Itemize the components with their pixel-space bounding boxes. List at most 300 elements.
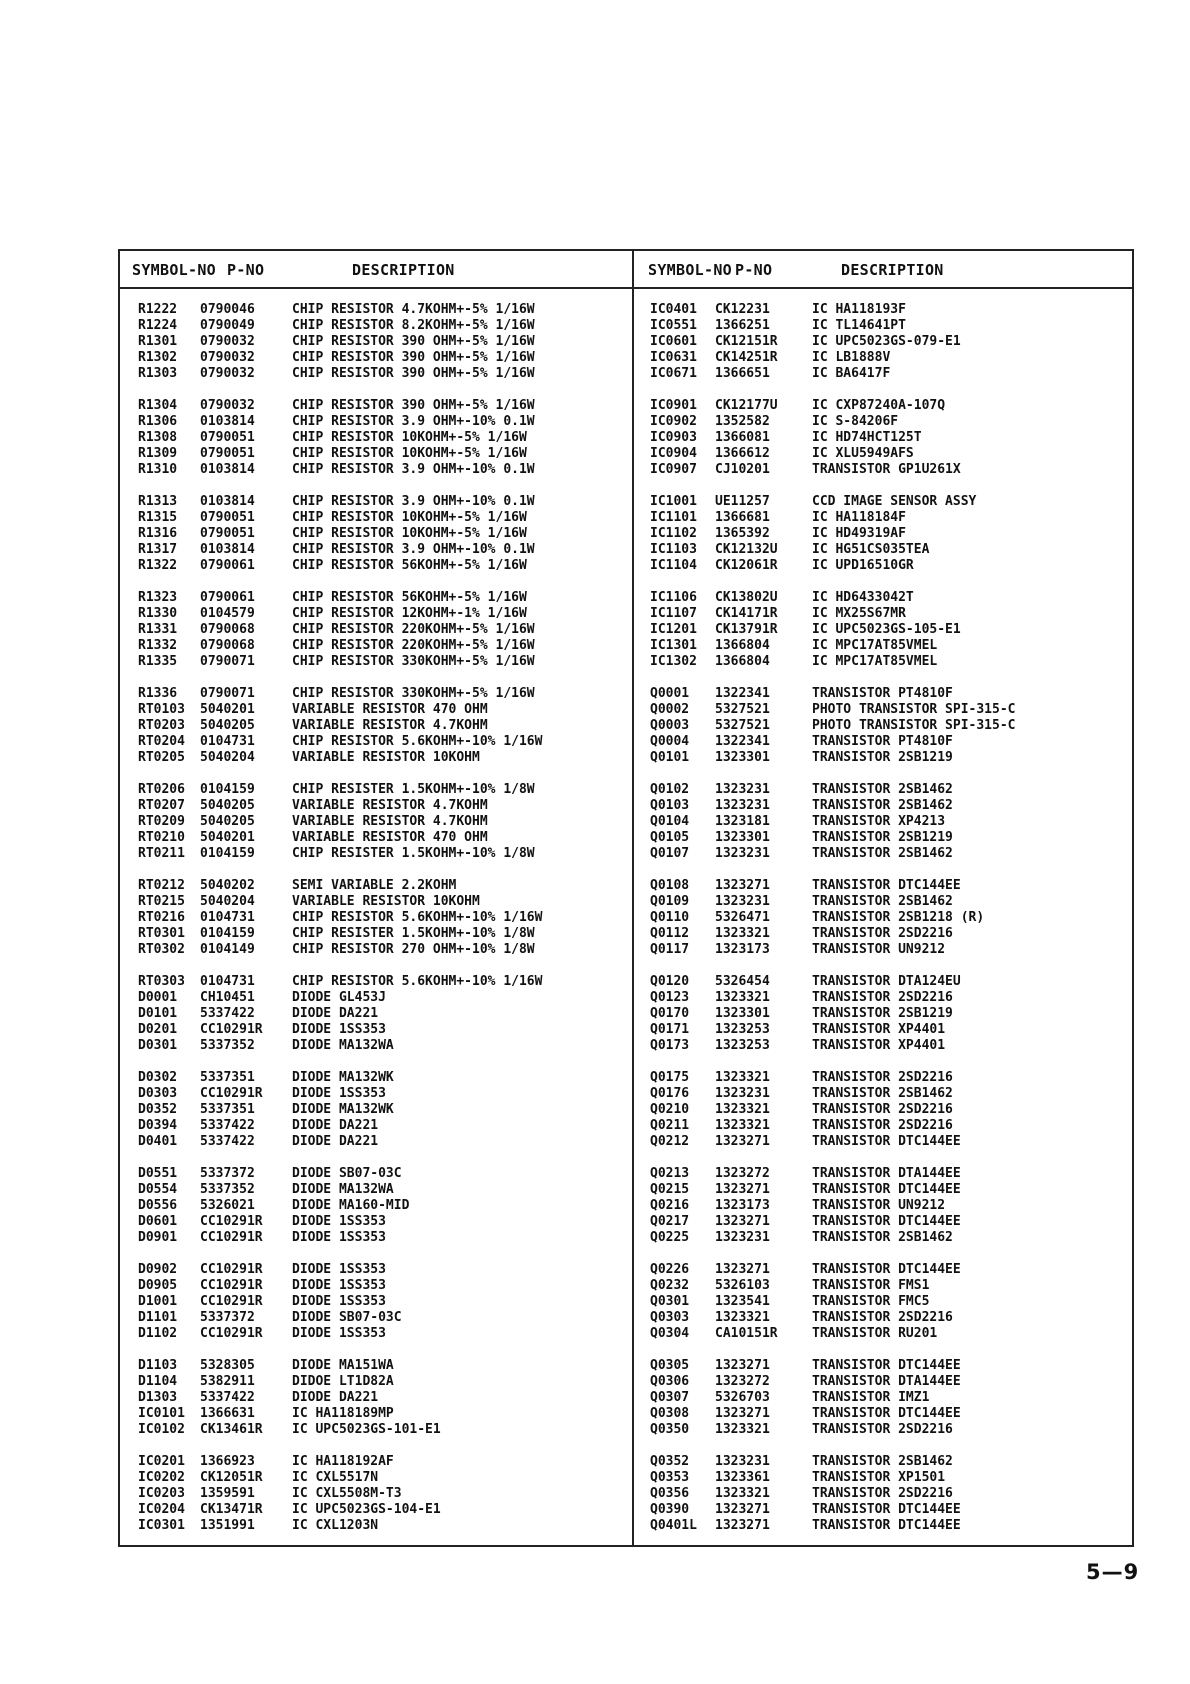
part-no-cell: 1323253	[715, 1038, 770, 1053]
table-row	[634, 734, 1134, 750]
table-row	[634, 718, 1134, 734]
table-row	[120, 526, 632, 542]
symbol-no-cell: Q0108	[650, 878, 690, 893]
part-no-cell: 0790051	[200, 526, 255, 541]
table-row	[120, 846, 632, 862]
symbol-no-cell: RT0203	[138, 718, 185, 733]
part-no-cell: CC10291R	[200, 1022, 263, 1037]
symbol-no-cell: D0394	[138, 1118, 178, 1133]
table-row	[120, 1294, 632, 1310]
table-row	[120, 734, 632, 750]
description-cell: CCD IMAGE SENSOR ASSY	[812, 494, 977, 509]
part-no-cell: 1323301	[715, 1006, 770, 1021]
part-no-cell: 5337422	[200, 1118, 255, 1133]
symbol-no-cell: R1330	[138, 606, 178, 621]
description-cell: TRANSISTOR 2SB1462	[812, 1230, 953, 1245]
part-no-cell: 5337372	[200, 1166, 255, 1181]
table-row	[634, 1166, 1134, 1182]
part-no-cell: 1323321	[715, 1118, 770, 1133]
part-no-cell: 0103814	[200, 494, 255, 509]
symbol-no-cell: Q0226	[650, 1262, 690, 1277]
table-row	[634, 990, 1134, 1006]
description-cell: CHIP RESISTOR 390 OHM+-5% 1/16W	[292, 366, 535, 381]
part-no-cell: 1323231	[715, 782, 770, 797]
part-no-cell: 1323253	[715, 1022, 770, 1037]
part-no-cell: 1323231	[715, 1454, 770, 1469]
table-row	[120, 1134, 632, 1150]
description-cell: DIODE SB07-03C	[292, 1166, 402, 1181]
table-row	[120, 926, 632, 942]
table-row	[120, 302, 632, 318]
table-row	[634, 1038, 1134, 1054]
description-cell: DIODE GL453J	[292, 990, 386, 1005]
parts-group	[120, 494, 632, 574]
description-cell: IC HA118184F	[812, 510, 906, 525]
symbol-no-cell: Q0105	[650, 830, 690, 845]
table-row	[120, 430, 632, 446]
parts-group	[634, 1358, 1134, 1438]
symbol-no-cell: R1315	[138, 510, 178, 525]
description-cell: TRANSISTOR FMS1	[812, 1278, 930, 1293]
symbol-no-cell: Q0303	[650, 1310, 690, 1325]
symbol-no-cell: R1303	[138, 366, 178, 381]
part-no-cell: CK14171R	[715, 606, 778, 621]
part-no-cell: 0104159	[200, 926, 255, 941]
part-no-cell: 1366651	[715, 366, 770, 381]
description-cell: DIODE 1SS353	[292, 1294, 386, 1309]
description-cell: IC CXP87240A-107Q	[812, 398, 946, 413]
symbol-no-cell: IC1001	[650, 494, 697, 509]
part-no-cell: 0104579	[200, 606, 255, 621]
part-no-cell: 0790071	[200, 654, 255, 669]
description-cell: DIODE DA221	[292, 1134, 379, 1149]
table-row	[120, 1214, 632, 1230]
part-no-cell: 1323321	[715, 1310, 770, 1325]
part-no-cell: 1323173	[715, 942, 770, 957]
symbol-no-cell: D0401	[138, 1134, 178, 1149]
part-no-cell: CC10291R	[200, 1086, 263, 1101]
description-cell: DIODE MA132WA	[292, 1182, 394, 1197]
description-cell: CHIP RESISTER 1.5KOHM+-10% 1/8W	[292, 846, 535, 861]
table-row	[634, 942, 1134, 958]
part-no-cell: 1323321	[715, 926, 770, 941]
symbol-no-cell: Q0308	[650, 1406, 690, 1421]
part-no-cell: 1323271	[715, 878, 770, 893]
table-row	[120, 494, 632, 510]
description-cell: CHIP RESISTOR 3.9 OHM+-10% 0.1W	[292, 462, 535, 477]
part-no-cell: CK13802U	[715, 590, 778, 605]
part-no-cell: CK12051R	[200, 1470, 263, 1485]
description-cell: TRANSISTOR DTC144EE	[812, 1182, 961, 1197]
part-no-cell: CC10291R	[200, 1214, 263, 1229]
part-no-cell: 0104731	[200, 910, 255, 925]
symbol-no-cell: IC1302	[650, 654, 697, 669]
symbol-no-cell: RT0204	[138, 734, 185, 749]
table-row	[634, 1198, 1134, 1214]
table-row	[634, 1278, 1134, 1294]
part-no-cell: 5040204	[200, 894, 255, 909]
part-no-cell: 5337372	[200, 1310, 255, 1325]
part-no-cell: 0790068	[200, 622, 255, 637]
part-no-cell: CK12231	[715, 302, 770, 317]
right-parts-list	[634, 289, 1134, 1534]
description-cell: IC HA118189MP	[292, 1406, 394, 1421]
part-no-cell: 0790049	[200, 318, 255, 333]
part-no-cell: 0103814	[200, 414, 255, 429]
symbol-no-cell: Q0215	[650, 1182, 690, 1197]
symbol-no-cell: IC1102	[650, 526, 697, 541]
symbol-no-cell: IC0401	[650, 302, 697, 317]
symbol-no-cell: D0303	[138, 1086, 178, 1101]
table-row	[634, 1118, 1134, 1134]
table-row	[120, 974, 632, 990]
part-no-cell: CK12061R	[715, 558, 778, 573]
table-row	[120, 1486, 632, 1502]
table-row	[120, 1406, 632, 1422]
parts-group	[634, 1454, 1134, 1534]
part-no-cell: CC10291R	[200, 1326, 263, 1341]
description-cell: TRANSISTOR UN9212	[812, 1198, 946, 1213]
table-row	[120, 414, 632, 430]
parts-list-table	[118, 249, 1134, 1547]
description-cell: TRANSISTOR 2SD2216	[812, 1102, 953, 1117]
description-cell: IC UPC5023GS-101-E1	[292, 1422, 441, 1437]
description-cell: DIODE MA160-MID	[292, 1198, 410, 1213]
part-no-cell: 1366804	[715, 654, 770, 669]
symbol-no-cell: IC1103	[650, 542, 697, 557]
part-no-cell: 5326021	[200, 1198, 255, 1213]
table-row	[120, 910, 632, 926]
description-cell: TRANSISTOR DTC144EE	[812, 1518, 961, 1533]
part-no-cell: 5326103	[715, 1278, 770, 1293]
symbol-no-cell: RT0206	[138, 782, 185, 797]
description-cell: TRANSISTOR DTC144EE	[812, 1262, 961, 1277]
description-cell: IC S-84206F	[812, 414, 899, 429]
symbol-no-cell: Q0232	[650, 1278, 690, 1293]
part-no-cell: 1323231	[715, 894, 770, 909]
description-cell: IC XLU5949AFS	[812, 446, 914, 461]
table-row	[120, 1086, 632, 1102]
symbol-no-cell: R1309	[138, 446, 178, 461]
part-no-cell: 5337352	[200, 1038, 255, 1053]
description-cell: TRANSISTOR 2SB1218 (R)	[812, 910, 985, 925]
symbol-no-cell: R1304	[138, 398, 178, 413]
table-row	[120, 1102, 632, 1118]
description-cell: CHIP RESISTOR 8.2KOHM+-5% 1/16W	[292, 318, 535, 333]
symbol-no-cell: R1224	[138, 318, 178, 333]
symbol-no-cell: RT0212	[138, 878, 185, 893]
symbol-no-cell: R1323	[138, 590, 178, 605]
part-no-cell: CK12132U	[715, 542, 778, 557]
description-cell: DIODE MA132WK	[292, 1102, 394, 1117]
part-no-cell: CC10291R	[200, 1262, 263, 1277]
table-row	[634, 1022, 1134, 1038]
right-column	[632, 251, 1134, 1545]
symbol-no-cell: D1103	[138, 1358, 178, 1373]
table-row	[120, 1118, 632, 1134]
description-cell: TRANSISTOR 2SB1462	[812, 798, 953, 813]
part-no-cell: 1323231	[715, 1086, 770, 1101]
symbol-no-cell: Q0306	[650, 1374, 690, 1389]
part-no-cell: 0104159	[200, 846, 255, 861]
table-row	[120, 1166, 632, 1182]
description-cell: DIODE 1SS353	[292, 1214, 386, 1229]
description-cell: TRANSISTOR 2SB1462	[812, 846, 953, 861]
parts-group	[634, 1262, 1134, 1342]
symbol-no-cell: D0001	[138, 990, 178, 1005]
part-no-cell: 0104149	[200, 942, 255, 957]
symbol-no-cell: IC0601	[650, 334, 697, 349]
table-row	[634, 910, 1134, 926]
symbol-no-cell: Q0002	[650, 702, 690, 717]
description-cell: CHIP RESISTOR 390 OHM+-5% 1/16W	[292, 398, 535, 413]
symbol-no-cell: D0554	[138, 1182, 178, 1197]
table-row	[120, 1470, 632, 1486]
part-no-cell: 1322341	[715, 734, 770, 749]
table-row	[634, 1070, 1134, 1086]
symbol-no-cell: Q0213	[650, 1166, 690, 1181]
symbol-no-cell: Q0212	[650, 1134, 690, 1149]
parts-group	[120, 782, 632, 862]
parts-group	[634, 1166, 1134, 1246]
parts-group	[120, 1358, 632, 1438]
part-no-cell: 5040201	[200, 702, 255, 717]
description-cell: DIODE SB07-03C	[292, 1310, 402, 1325]
description-cell: TRANSISTOR 2SD2216	[812, 1486, 953, 1501]
part-no-cell: 0790032	[200, 398, 255, 413]
parts-group	[634, 590, 1134, 670]
description-cell: TRANSISTOR DTC144EE	[812, 1358, 961, 1373]
description-cell: TRANSISTOR 2SB1219	[812, 830, 953, 845]
parts-group	[120, 1070, 632, 1150]
symbol-no-cell: Q0307	[650, 1390, 690, 1405]
part-no-cell: 1366081	[715, 430, 770, 445]
symbol-no-cell: D0352	[138, 1102, 178, 1117]
part-no-cell: 1323181	[715, 814, 770, 829]
description-cell: TRANSISTOR IMZ1	[812, 1390, 930, 1405]
table-row	[634, 414, 1134, 430]
symbol-no-cell: IC0903	[650, 430, 697, 445]
symbol-no-cell: Q0102	[650, 782, 690, 797]
table-row	[634, 510, 1134, 526]
description-cell: CHIP RESISTOR 5.6KOHM+-10% 1/16W	[292, 734, 543, 749]
description-cell: CHIP RESISTOR 5.6KOHM+-10% 1/16W	[292, 974, 543, 989]
table-row	[120, 1326, 632, 1342]
description-cell: TRANSISTOR 2SD2216	[812, 1070, 953, 1085]
description-cell: CHIP RESISTOR 56KOHM+-5% 1/16W	[292, 590, 527, 605]
table-row	[120, 590, 632, 606]
description-cell: CHIP RESISTOR 3.9 OHM+-10% 0.1W	[292, 542, 535, 557]
description-cell: TRANSISTOR 2SD2216	[812, 926, 953, 941]
table-row	[634, 350, 1134, 366]
symbol-no-cell: Q0175	[650, 1070, 690, 1085]
symbol-no-cell: Q0103	[650, 798, 690, 813]
symbol-no-cell: R1335	[138, 654, 178, 669]
symbol-no-cell: IC0101	[138, 1406, 185, 1421]
table-row	[634, 1182, 1134, 1198]
part-no-cell: 1365392	[715, 526, 770, 541]
description-cell: IC CXL5517N	[292, 1470, 379, 1485]
description-cell: TRANSISTOR DTA144EE	[812, 1374, 961, 1389]
description-cell: CHIP RESISTER 1.5KOHM+-10% 1/8W	[292, 782, 535, 797]
parts-group	[120, 1166, 632, 1246]
part-no-cell: CK13471R	[200, 1502, 263, 1517]
part-no-cell: 1366251	[715, 318, 770, 333]
part-no-cell: CK13791R	[715, 622, 778, 637]
symbol-no-cell: Q0104	[650, 814, 690, 829]
parts-group	[120, 302, 632, 382]
part-no-cell: 1366631	[200, 1406, 255, 1421]
description-cell: TRANSISTOR DTC144EE	[812, 1214, 961, 1229]
symbol-no-cell: Q0356	[650, 1486, 690, 1501]
description-cell: TRANSISTOR 2SD2216	[812, 1118, 953, 1133]
part-no-cell: 0103814	[200, 462, 255, 477]
parts-group	[634, 494, 1134, 574]
table-row	[120, 990, 632, 1006]
symbol-no-cell: R1308	[138, 430, 178, 445]
symbol-no-cell: RT0302	[138, 942, 185, 957]
description-cell: IC HD49319AF	[812, 526, 906, 541]
table-row	[634, 846, 1134, 862]
part-no-cell: 0790061	[200, 558, 255, 573]
symbol-no-cell: D0901	[138, 1230, 178, 1245]
description-cell: IC LB1888V	[812, 350, 891, 365]
table-row	[120, 1422, 632, 1438]
table-row	[120, 1374, 632, 1390]
part-no-cell: 1323271	[715, 1502, 770, 1517]
part-no-cell: 1352582	[715, 414, 770, 429]
symbol-no-cell: IC0671	[650, 366, 697, 381]
header-description: DESCRIPTION	[352, 261, 455, 279]
table-row	[120, 638, 632, 654]
symbol-no-cell: Q0225	[650, 1230, 690, 1245]
part-no-cell: 1323321	[715, 1070, 770, 1085]
table-row	[634, 318, 1134, 334]
symbol-no-cell: Q0123	[650, 990, 690, 1005]
symbol-no-cell: D1104	[138, 1374, 178, 1389]
symbol-no-cell: Q0112	[650, 926, 690, 941]
part-no-cell: CK14251R	[715, 350, 778, 365]
table-row	[634, 830, 1134, 846]
part-no-cell: 0103814	[200, 542, 255, 557]
description-cell: DIODE DA221	[292, 1006, 379, 1021]
header-description: DESCRIPTION	[841, 261, 944, 279]
symbol-no-cell: RT0216	[138, 910, 185, 925]
part-no-cell: 5337422	[200, 1006, 255, 1021]
description-cell: IC HA118193F	[812, 302, 906, 317]
part-no-cell: 5040202	[200, 878, 255, 893]
description-cell: CHIP RESISTOR 12KOHM+-1% 1/16W	[292, 606, 527, 621]
description-cell: DIODE 1SS353	[292, 1086, 386, 1101]
table-row	[634, 1230, 1134, 1246]
table-row	[120, 1198, 632, 1214]
part-no-cell: 5328305	[200, 1358, 255, 1373]
table-row	[120, 334, 632, 350]
table-row	[634, 1214, 1134, 1230]
table-row	[120, 718, 632, 734]
symbol-no-cell: R1317	[138, 542, 178, 557]
page-number: 5—9	[1086, 1560, 1140, 1584]
description-cell: TRANSISTOR XP1501	[812, 1470, 946, 1485]
part-no-cell: CJ10201	[715, 462, 770, 477]
table-row	[634, 494, 1134, 510]
description-cell: DIDOE LT1D82A	[292, 1374, 394, 1389]
part-no-cell: CC10291R	[200, 1294, 263, 1309]
description-cell: PHOTO TRANSISTOR SPI-315-C	[812, 702, 1016, 717]
table-row	[634, 446, 1134, 462]
table-row	[120, 702, 632, 718]
table-row	[120, 1454, 632, 1470]
table-row	[120, 1022, 632, 1038]
table-row	[634, 638, 1134, 654]
table-row	[120, 782, 632, 798]
part-no-cell: 5040205	[200, 814, 255, 829]
table-row	[634, 814, 1134, 830]
table-row	[120, 510, 632, 526]
part-no-cell: 5326454	[715, 974, 770, 989]
symbol-no-cell: Q0210	[650, 1102, 690, 1117]
description-cell: CHIP RESISTOR 5.6KOHM+-10% 1/16W	[292, 910, 543, 925]
part-no-cell: 5327521	[715, 702, 770, 717]
table-row	[634, 334, 1134, 350]
description-cell: TRANSISTOR 2SB1462	[812, 894, 953, 909]
table-row	[634, 558, 1134, 574]
table-row	[120, 606, 632, 622]
part-no-cell: 5337351	[200, 1070, 255, 1085]
part-no-cell: 1366804	[715, 638, 770, 653]
part-no-cell: 5337351	[200, 1102, 255, 1117]
table-row	[634, 1422, 1134, 1438]
table-row	[120, 814, 632, 830]
symbol-no-cell: Q0173	[650, 1038, 690, 1053]
description-cell: TRANSISTOR 2SB1462	[812, 782, 953, 797]
header-p-no: P-NO	[227, 261, 265, 279]
part-no-cell: 5327521	[715, 718, 770, 733]
symbol-no-cell: RT0210	[138, 830, 185, 845]
symbol-no-cell: D0902	[138, 1262, 178, 1277]
part-no-cell: UE11257	[715, 494, 770, 509]
description-cell: CHIP RESISTOR 3.9 OHM+-10% 0.1W	[292, 494, 535, 509]
parts-group	[634, 398, 1134, 478]
description-cell: DIODE 1SS353	[292, 1230, 386, 1245]
description-cell: IC UPD16510GR	[812, 558, 914, 573]
description-cell: TRANSISTOR PT4810F	[812, 734, 953, 749]
description-cell: CHIP RESISTOR 10KOHM+-5% 1/16W	[292, 510, 527, 525]
part-no-cell: 1323271	[715, 1518, 770, 1533]
symbol-no-cell: IC0203	[138, 1486, 185, 1501]
table-row	[120, 798, 632, 814]
table-row	[634, 590, 1134, 606]
table-row	[634, 926, 1134, 942]
symbol-no-cell: IC0301	[138, 1518, 185, 1533]
table-row	[120, 1038, 632, 1054]
symbol-no-cell: R1332	[138, 638, 178, 653]
part-no-cell: CK12177U	[715, 398, 778, 413]
symbol-no-cell: R1222	[138, 302, 178, 317]
part-no-cell: 1323271	[715, 1406, 770, 1421]
part-no-cell: 5382911	[200, 1374, 255, 1389]
table-row	[120, 366, 632, 382]
symbol-no-cell: R1302	[138, 350, 178, 365]
table-row	[634, 398, 1134, 414]
symbol-no-cell: Q0101	[650, 750, 690, 765]
symbol-no-cell: Q0301	[650, 1294, 690, 1309]
description-cell: TRANSISTOR 2SD2216	[812, 990, 953, 1005]
header-symbol-no: SYMBOL-NO	[648, 261, 732, 279]
description-cell: TRANSISTOR DTC144EE	[812, 1134, 961, 1149]
part-no-cell: 1359591	[200, 1486, 255, 1501]
description-cell: TRANSISTOR RU201	[812, 1326, 938, 1341]
